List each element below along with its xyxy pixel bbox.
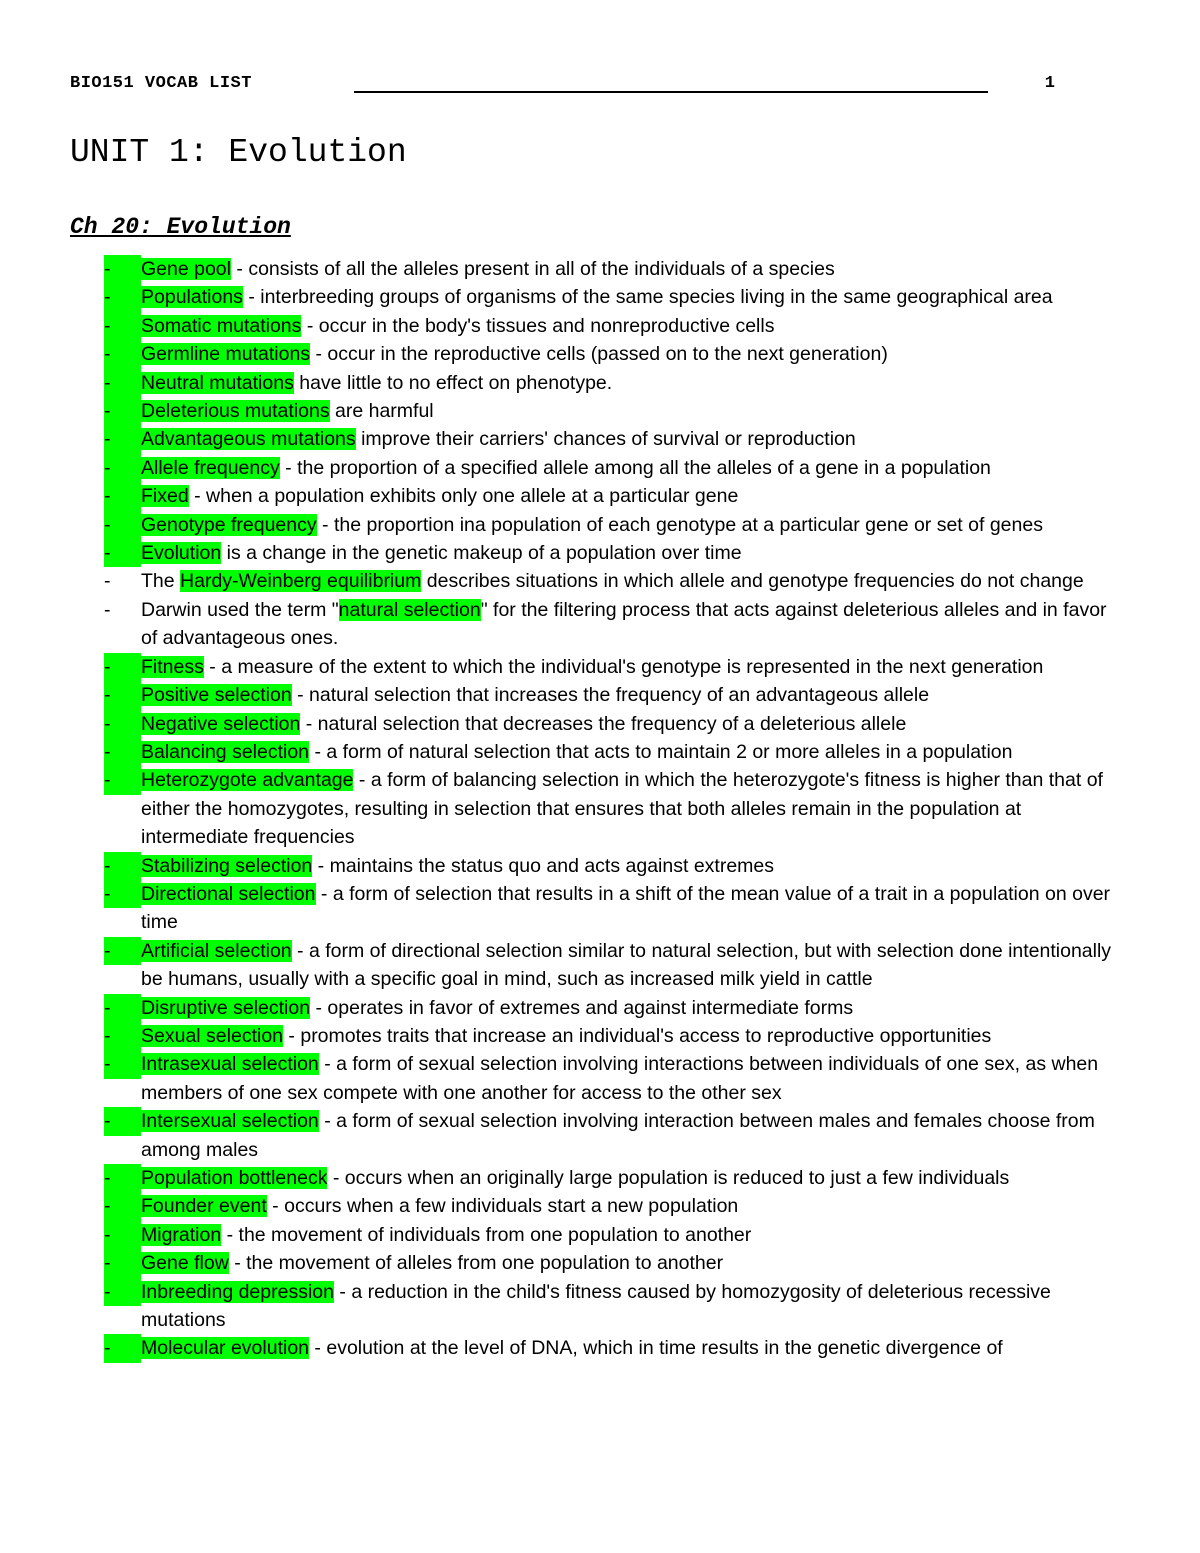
vocab-term: Stabilizing selection bbox=[141, 854, 313, 877]
bullet-dash: - bbox=[104, 539, 141, 567]
bullet-dash: - bbox=[104, 1278, 141, 1306]
bullet-dash: - bbox=[104, 454, 141, 482]
vocab-term: Germline mutations bbox=[141, 343, 311, 366]
vocab-definition: - operates in favor of extremes and against intermediate forms bbox=[310, 996, 854, 1019]
vocab-definition: - the movement of alleles from one population to another bbox=[228, 1252, 724, 1275]
bullet-dash: - bbox=[104, 369, 141, 397]
vocab-term: Somatic mutations bbox=[141, 314, 302, 337]
bullet-dash: - bbox=[104, 1192, 141, 1220]
vocab-definition: - a measure of the extent to which the individual's genotype is represented in the next generation bbox=[203, 655, 1044, 678]
vocab-item bbox=[104, 710, 1120, 738]
vocab-term: Molecular evolution bbox=[141, 1337, 310, 1360]
bullet-dash: - bbox=[104, 312, 141, 340]
vocab-term: natural selection bbox=[338, 598, 481, 621]
vocab-item bbox=[104, 283, 1120, 311]
vocab-definition: improve their carriers' chances of survival or reproduction bbox=[355, 428, 856, 451]
vocab-term: Founder event bbox=[141, 1195, 267, 1218]
bullet-dash: - bbox=[104, 511, 141, 539]
bullet-dash: - bbox=[104, 425, 141, 453]
vocab-definition: - occurs when a few individuals start a new population bbox=[266, 1195, 739, 1218]
bullet-dash: - bbox=[104, 598, 111, 621]
vocab-item bbox=[104, 880, 1120, 937]
vocab-term: Populations bbox=[141, 286, 243, 309]
bullet-dash: - bbox=[104, 1022, 141, 1050]
vocab-item bbox=[104, 425, 1120, 453]
bullet-dash: - bbox=[104, 994, 141, 1022]
vocab-term: Directional selection bbox=[141, 882, 316, 905]
vocab-item bbox=[104, 539, 1120, 567]
bullet-dash: - bbox=[104, 340, 141, 368]
vocab-term: Intersexual selection bbox=[141, 1110, 319, 1133]
vocab-item bbox=[104, 1022, 1120, 1050]
bullet-dash: - bbox=[104, 1164, 141, 1192]
vocab-definition: " for the filtering process that acts against deleterious alleles and in favor of advantageous ones. bbox=[141, 598, 1107, 650]
bullet-dash: - bbox=[104, 852, 141, 880]
vocab-definition: - the proportion of a specified allele among all the alleles of a gene in a population bbox=[279, 456, 991, 479]
vocab-definition: - occur in the body's tissues and nonreproductive cells bbox=[301, 314, 775, 337]
vocab-definition: - a form of directional selection similar to natural selection, but with selection done intentionally be humans, usually with a specific goal in mind, such as increased milk yield in cattle bbox=[141, 939, 1112, 991]
vocab-item bbox=[104, 937, 1120, 994]
vocab-item bbox=[104, 511, 1120, 539]
vocab-item bbox=[104, 397, 1120, 425]
bullet-dash: - bbox=[104, 1334, 141, 1362]
bullet-dash: - bbox=[104, 255, 141, 283]
vocab-definition: - promotes traits that increase an individual's access to reproductive opportunities bbox=[283, 1024, 992, 1047]
vocab-item bbox=[104, 1278, 1120, 1335]
vocab-item bbox=[104, 567, 1120, 595]
vocab-definition: - a reduction in the child's fitness caused by homozygosity of deleterious recessive mutations bbox=[141, 1280, 1051, 1332]
vocab-definition: - the movement of individuals from one population to another bbox=[221, 1223, 752, 1246]
bullet-dash: - bbox=[104, 397, 141, 425]
vocab-definition: - natural selection that decreases the frequency of a deleterious allele bbox=[300, 712, 907, 735]
vocab-term: Gene flow bbox=[141, 1252, 229, 1275]
vocab-definition: - a form of sexual selection involving interaction between males and females choose from among males bbox=[141, 1110, 1095, 1161]
vocab-term: Fixed bbox=[141, 485, 189, 508]
bullet-dash: - bbox=[104, 766, 141, 794]
vocab-item bbox=[104, 1164, 1120, 1192]
vocab-term: Allele frequency bbox=[141, 456, 280, 479]
vocab-definition: - natural selection that increases the frequency of an advantageous allele bbox=[291, 684, 930, 707]
vocab-definition: - when a population exhibits only one allele at a particular gene bbox=[188, 485, 739, 508]
document-title: BIO151 VOCAB LIST bbox=[70, 74, 252, 93]
vocab-definition: is a change in the genetic makeup of a population over time bbox=[221, 542, 742, 565]
bullet-dash: - bbox=[104, 570, 111, 593]
bullet-dash: - bbox=[104, 653, 141, 681]
vocab-item bbox=[104, 1107, 1120, 1164]
vocab-term: Inbreeding depression bbox=[141, 1280, 334, 1303]
vocab-item bbox=[104, 852, 1120, 880]
vocab-definition: - occur in the reproductive cells (passed on to the next generation) bbox=[310, 343, 888, 366]
vocab-definition: - a form of balancing selection in which the heterozygote's fitness is higher than that of either the homozygotes, resulting in selection that ensures that both alleles remain in the population at intermediate frequencies bbox=[141, 769, 1103, 849]
vocab-definition: - interbreeding groups of organisms of the same species living in the same geographical area bbox=[242, 286, 1053, 309]
vocab-definition: are harmful bbox=[329, 400, 434, 423]
vocab-definition: - maintains the status quo and acts against extremes bbox=[312, 854, 775, 877]
vocab-item bbox=[104, 1192, 1120, 1220]
chapter-title: Ch 20: Evolution bbox=[70, 214, 291, 240]
vocab-definition: - occurs when an originally large population is reduced to just a few individuals bbox=[327, 1167, 1010, 1189]
vocab-definition: describes situations in which allele and genotype frequencies do not change bbox=[421, 570, 1084, 593]
vocab-item bbox=[104, 369, 1120, 397]
vocab-term: Genotype frequency bbox=[141, 513, 317, 536]
vocab-item bbox=[104, 653, 1120, 681]
vocab-item bbox=[104, 1334, 1120, 1362]
vocab-definition: - the proportion ina population of each genotype at a particular gene or set of genes bbox=[316, 513, 1043, 536]
bullet-dash: - bbox=[104, 482, 141, 510]
vocab-item bbox=[104, 255, 1120, 283]
bullet-dash: - bbox=[104, 1050, 141, 1078]
vocab-term: Gene pool bbox=[141, 258, 231, 280]
vocab-item bbox=[104, 1249, 1120, 1277]
vocab-term: Migration bbox=[141, 1223, 222, 1246]
vocab-item bbox=[104, 681, 1120, 709]
bullet-dash: - bbox=[104, 283, 141, 311]
vocab-term: Artificial selection bbox=[141, 939, 292, 962]
bullet-dash: - bbox=[104, 937, 141, 965]
vocab-item bbox=[104, 1221, 1120, 1249]
vocab-definition: have little to no effect on phenotype. bbox=[293, 371, 613, 394]
vocab-term: Advantageous mutations bbox=[141, 428, 356, 451]
page-number: 1 bbox=[1044, 74, 1055, 93]
bullet-dash: - bbox=[104, 710, 141, 738]
header-rule bbox=[354, 91, 988, 93]
bullet-dash: - bbox=[104, 880, 141, 908]
bullet-dash: - bbox=[104, 1221, 141, 1249]
vocab-term: Intrasexual selection bbox=[141, 1053, 319, 1076]
vocab-term: Neutral mutations bbox=[141, 371, 294, 394]
vocab-term: Sexual selection bbox=[141, 1024, 284, 1047]
vocab-item bbox=[104, 766, 1120, 851]
vocab-term: Heterozygote advantage bbox=[141, 769, 354, 792]
vocab-item bbox=[104, 482, 1120, 510]
vocab-item bbox=[104, 454, 1120, 482]
vocab-item bbox=[104, 312, 1120, 340]
vocab-item bbox=[104, 1050, 1120, 1107]
unit-title: UNIT 1: Evolution bbox=[70, 134, 407, 171]
vocab-item bbox=[104, 738, 1120, 766]
vocab-definition: - evolution at the level of DNA, which in time results in the genetic divergence of bbox=[309, 1337, 1003, 1360]
bullet-dash: - bbox=[104, 1107, 141, 1135]
vocab-term: Positive selection bbox=[141, 684, 292, 707]
vocab-definition: - a form of natural selection that acts to maintain 2 or more alleles in a population bbox=[309, 740, 1013, 763]
vocab-item bbox=[104, 340, 1120, 368]
vocab-term: Negative selection bbox=[141, 712, 301, 735]
vocab-list bbox=[104, 255, 1120, 1363]
vocab-term: Evolution bbox=[141, 542, 222, 565]
vocab-term: Deleterious mutations bbox=[141, 400, 330, 423]
vocab-term: Hardy-Weinberg equilibrium bbox=[180, 570, 422, 593]
vocab-item bbox=[104, 596, 1120, 653]
vocab-definition: - a form of selection that results in a shift of the mean value of a trait in a population on over time bbox=[141, 882, 1111, 934]
vocab-term: Population bottleneck bbox=[141, 1167, 328, 1189]
bullet-dash: - bbox=[104, 1249, 141, 1277]
bullet-dash: - bbox=[104, 738, 141, 766]
bullet-dash: - bbox=[104, 681, 141, 709]
vocab-term: Balancing selection bbox=[141, 740, 310, 763]
vocab-term: Fitness bbox=[141, 655, 204, 678]
item-prefix: Darwin used the term " bbox=[141, 598, 339, 621]
page-header bbox=[70, 72, 1055, 102]
vocab-term: Disruptive selection bbox=[141, 996, 311, 1019]
vocab-definition: - consists of all the alleles present in all of the individuals of a species bbox=[231, 258, 835, 280]
vocab-definition: - a form of sexual selection involving interactions between individuals of one sex, as when members of one sex compete with one another for access to the other sex bbox=[141, 1053, 1099, 1104]
vocab-item bbox=[104, 994, 1120, 1022]
item-prefix: The bbox=[141, 570, 181, 593]
